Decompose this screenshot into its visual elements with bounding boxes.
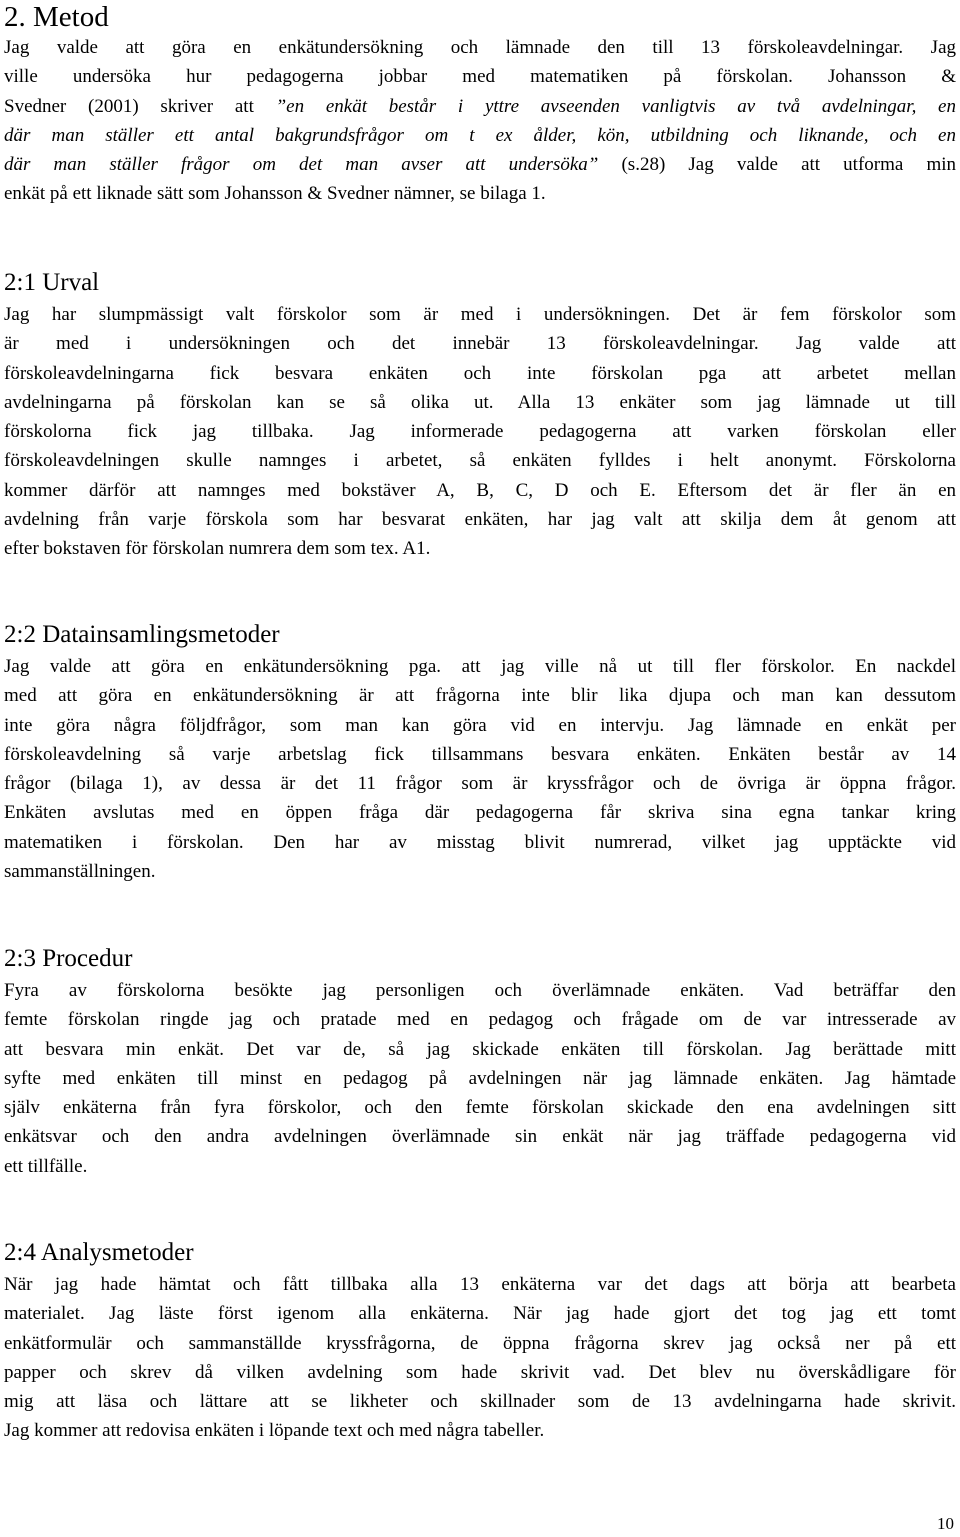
text-line: [4, 769, 956, 798]
text-line: [4, 62, 956, 91]
body-text: att besvara min enkät. Det var de, så jag skickade enkäten till förskolan. Jag berättade mitt: [4, 1038, 956, 1060]
body-text: syfte med enkäten till minst en pedagog på avdelningen när jag lämnade enkäten. Jag hämtade: [4, 1067, 956, 1089]
body-text: är med i undersökningen och det innebär 13 förskoleavdelningar. Jag valde att: [4, 333, 956, 355]
body-text: Jag har slumpmässigt valt förskolor som är med i undersökningen. Det är fem förskolor som: [4, 304, 956, 325]
page-number: 10: [937, 1514, 954, 1533]
body-text: avdelning från varje förskola som har besvarat enkäten, har jag valt att skilja dem åt genom att: [4, 509, 956, 531]
text-line: [4, 359, 956, 388]
body-text: inte göra några följdfrågor, som man kan göra vid en intervju. Jag lämnade en enkät per: [4, 714, 956, 736]
text-line: [4, 1122, 956, 1151]
text-line: [4, 652, 956, 681]
text-line: [4, 388, 956, 417]
body-text: Jag kommer att redovisa enkäten i löpande text och med några tabeller.: [4, 1420, 545, 1442]
body-text: kommer därför att namnges med bokstäver A, B, C, D och E. Eftersom det är fler än en: [4, 479, 956, 501]
body-text: ville undersöka hur pedagogerna jobbar med matematiken på förskolan. Johansson &: [4, 66, 956, 88]
text-line: [4, 1152, 956, 1181]
text-line: [4, 976, 956, 1005]
text-line: [4, 1299, 956, 1328]
body-text: med att göra en enkätundersökning är att frågorna inte blir lika djupa och man kan dessutom: [4, 685, 956, 707]
section-heading-datainsamlingsmetoder: 2:2 Datainsamlingsmetoder: [4, 621, 280, 648]
paragraph-analysmetoder: [4, 1270, 956, 1446]
text-line: [4, 121, 956, 150]
text-line: [4, 740, 956, 769]
section-heading-procedur: 2:3 Procedur: [4, 945, 133, 972]
text-line: [4, 534, 956, 563]
text-line: [4, 1005, 956, 1034]
paragraph-metod: [4, 33, 956, 209]
body-text: papper och skrev då vilken avdelning som hade skrivit vad. Det blev nu överskådligare för: [4, 1361, 956, 1383]
body-text: enkät på ett liknade sätt som Johansson & Svedner nämner, se bilaga 1.: [4, 183, 546, 205]
text-line: [4, 300, 956, 329]
body-text: (s.28) Jag valde att utforma min: [621, 154, 957, 176]
body-text: förskoleavdelningen skulle namnges i arbetet, så enkäten fylldes i helt anonymt. Förskolorna: [4, 450, 956, 472]
body-text: själv enkäterna från fyra förskolor, och den femte förskolan skickade den ena avdelningen sitt: [4, 1097, 956, 1119]
body-text: sammanställningen.: [4, 861, 156, 883]
paragraph-datainsamlingsmetoder: [4, 652, 956, 886]
body-text: förskoleavdelning så varje arbetslag fick tillsammans besvara enkäten. Enkäten består av 14: [4, 743, 956, 765]
text-line: [4, 681, 956, 710]
text-line: [4, 1270, 956, 1299]
text-line: [4, 329, 956, 358]
body-text: Jag valde att göra en enkätundersökning pga. att jag ville nå ut till fler förskolor. En nackdel: [4, 656, 956, 677]
body-text: förskolorna fick jag tillbaka. Jag informerade pedagogerna att varken förskolan eller: [4, 421, 956, 443]
text-line: [4, 476, 956, 505]
text-line: [4, 417, 956, 446]
text-line: [4, 1064, 956, 1093]
text-line: [4, 828, 956, 857]
paragraph-procedur: [4, 976, 956, 1181]
text-line: [4, 1358, 956, 1387]
body-text: När jag hade hämtat och fått tillbaka alla 13 enkäterna var det dags att börja att bearbeta: [4, 1274, 956, 1295]
body-text: femte förskolan ringde jag och pratade med en pedagog och frågade om de var intresserade av: [4, 1009, 956, 1031]
text-line: [4, 33, 956, 62]
text-line: [4, 857, 956, 886]
body-text: enkätsvar och den andra avdelningen överlämnade sin enkät när jag träffade pedagogerna vid: [4, 1126, 956, 1148]
body-text: frågor (bilaga 1), av dessa är det 11 frågor som är kryssfrågor och de övriga är öppna frågor.: [4, 773, 956, 795]
body-text: förskoleavdelningarna fick besvara enkäten och inte förskolan pga att arbetet mellan: [4, 362, 956, 384]
body-text: Svedner (2001) skriver att: [4, 95, 276, 117]
section-heading-analysmetoder: 2:4 Analysmetoder: [4, 1239, 194, 1266]
text-line: [4, 711, 956, 740]
section-heading-metod: 2. Metod: [4, 1, 109, 33]
text-line: [4, 1387, 956, 1416]
body-text: avdelningarna på förskolan kan se så olika ut. Alla 13 enkäter som jag lämnade ut till: [4, 391, 956, 413]
quote-text: där man ställer frågor om det man avser att undersöka”: [4, 154, 622, 176]
text-line: [4, 92, 956, 121]
quote-text: där man ställer ett antal bakgrundsfrågor om t ex ålder, kön, utbildning och liknande, och en: [4, 124, 956, 146]
body-text: enkätformulär och sammanställde kryssfrågorna, de öppna frågorna skrev jag också ner på ett: [4, 1332, 956, 1354]
body-text: Enkäten avslutas med en öppen fråga där pedagogerna får skriva sina egna tankar kring: [4, 802, 956, 824]
quote-text: ”en enkät består i yttre avseenden vanligtvis av två avdelningar, en: [275, 95, 956, 117]
text-line: [4, 1329, 956, 1358]
text-line: [4, 150, 956, 179]
text-line: [4, 798, 956, 827]
section-heading-urval: 2:1 Urval: [4, 269, 100, 296]
body-text: materialet. Jag läste först igenom alla enkäterna. När jag hade gjort det tog jag ett tomt: [4, 1303, 956, 1325]
body-text: Jag valde att göra en enkätundersökning och lämnade den till 13 förskoleavdelningar. Jag: [4, 37, 956, 58]
body-text: Fyra av förskolorna besökte jag personligen och överlämnade enkäten. Vad beträffar den: [4, 980, 956, 1001]
text-line: [4, 179, 956, 208]
body-text: mig att läsa och lättare att se likheter och skillnader som de 13 avdelningarna hade skrivit.: [4, 1391, 956, 1413]
text-line: [4, 1093, 956, 1122]
text-line: [4, 505, 956, 534]
body-text: ett tillfälle.: [4, 1155, 88, 1177]
text-line: [4, 446, 956, 475]
body-text: matematiken i förskolan. Den har av misstag blivit numrerad, vilket jag upptäckte vid: [4, 831, 956, 853]
paragraph-urval: [4, 300, 956, 564]
body-text: efter bokstaven för förskolan numrera dem som tex. A1.: [4, 538, 431, 560]
text-line: [4, 1416, 956, 1445]
text-line: [4, 1035, 956, 1064]
